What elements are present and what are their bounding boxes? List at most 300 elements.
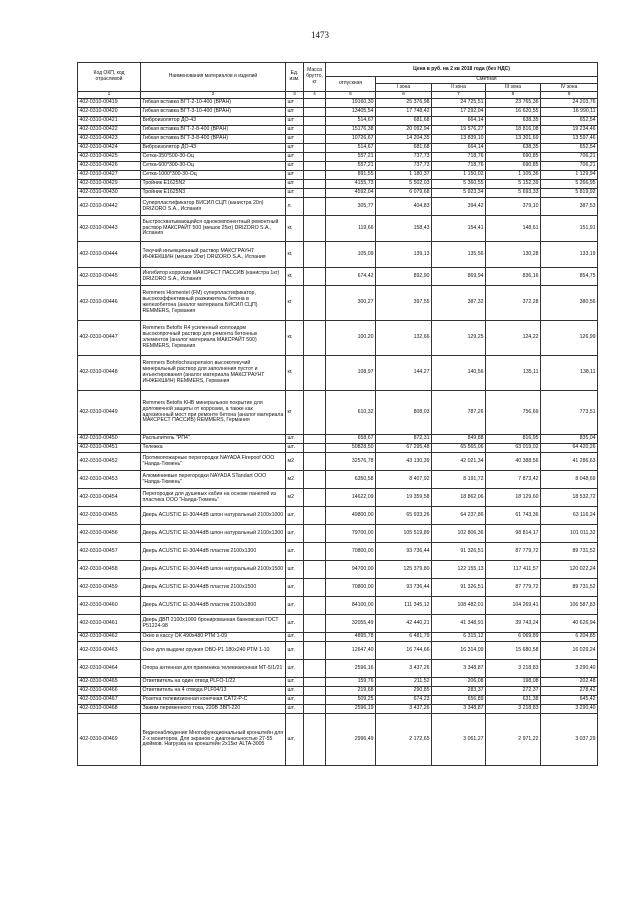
table-row — [78, 356, 598, 391]
table-row — [78, 198, 598, 216]
row-code: 402-0310-00426 — [78, 162, 141, 171]
row-price-zone3: 7 873,42 — [486, 471, 541, 489]
row-name: Суперпластификатор БИСИЛ СЦП (канистра 20л) DRIZORO S.A., Испания — [141, 198, 286, 216]
header-release: отпускная — [326, 77, 376, 92]
row-mass — [304, 705, 326, 714]
row-price-zone2: 19 576,27 — [432, 126, 486, 135]
row-mass — [304, 242, 326, 268]
row-price-zone2: 16 314,09 — [432, 642, 486, 660]
row-mass — [304, 171, 326, 180]
table-row — [78, 687, 598, 696]
row-unit: кг — [286, 286, 304, 321]
row-price-release: 4155,73 — [326, 180, 376, 189]
row-name: Дверь ACUSTIC EI-30/44dB пластик 2100х1800 — [141, 597, 286, 615]
row-code: 402-0310-00442 — [78, 198, 141, 216]
row-price-release: 305,77 — [326, 198, 376, 216]
row-price-zone3: 87 779,72 — [486, 579, 541, 597]
row-price-zone3: 638,35 — [486, 117, 541, 126]
row-price-zone1: 65 933,26 — [376, 507, 432, 525]
row-price-zone1: 125 379,80 — [376, 561, 432, 579]
row-price-zone2: 24 725,51 — [432, 99, 486, 108]
header-zone4: IV зона — [541, 84, 598, 92]
table-row — [78, 507, 598, 525]
row-mass — [304, 561, 326, 579]
row-mass — [304, 633, 326, 642]
row-code: 402-0310-00448 — [78, 356, 141, 391]
row-name: Розетка телевизионная конечная CAT2-P-C — [141, 696, 286, 705]
row-price-release: 6350,58 — [326, 471, 376, 489]
row-code: 402-0310-00425 — [78, 153, 141, 162]
row-mass — [304, 714, 326, 766]
row-unit: шт. — [286, 579, 304, 597]
header-zone1: I зона — [376, 84, 432, 92]
row-unit: шт — [286, 126, 304, 135]
row-name: Гибкая вставка ВГТ-3-10-400 (ВРАН) — [141, 108, 286, 117]
row-price-zone4: 773,51 — [541, 391, 598, 435]
row-mass — [304, 162, 326, 171]
row-price-zone4: 854,75 — [541, 268, 598, 286]
row-name: Гибкая вставка ВГТ-2-8-400 (ВРАН) — [141, 126, 286, 135]
row-code: 402-0310-00443 — [78, 216, 141, 242]
row-name: Тележка — [141, 444, 286, 453]
row-mass — [304, 144, 326, 153]
table-row — [78, 144, 598, 153]
row-price-zone4: 652,54 — [541, 117, 598, 126]
row-price-zone3: 130,28 — [486, 242, 541, 268]
row-price-release: 514,67 — [326, 144, 376, 153]
header-mass: Масса брутто, кг — [304, 63, 326, 92]
table-row — [78, 714, 598, 766]
table-row — [78, 180, 598, 189]
header-code: Код ОКП, код отраслевой — [78, 63, 141, 92]
table-header — [78, 63, 598, 99]
row-price-zone4: 6 204,85 — [541, 633, 598, 642]
table-row — [78, 126, 598, 135]
row-price-zone2: 664,14 — [432, 117, 486, 126]
column-index-row — [78, 92, 598, 99]
row-unit: шт — [286, 135, 304, 144]
row-mass — [304, 525, 326, 543]
col-index: 8 — [486, 92, 541, 99]
col-index: 1 — [78, 92, 141, 99]
row-unit: шт. — [286, 615, 304, 633]
row-code: 402-0310-00444 — [78, 242, 141, 268]
row-price-zone1: 2 172,65 — [376, 714, 432, 766]
row-price-zone1: 111 345,12 — [376, 597, 432, 615]
row-price-release: 84100,00 — [326, 597, 376, 615]
row-price-release: 2596,19 — [326, 705, 376, 714]
row-code: 402-0310-00451 — [78, 444, 141, 453]
row-price-release: 300,27 — [326, 286, 376, 321]
row-price-release: 100,20 — [326, 321, 376, 356]
row-price-zone1: 290,85 — [376, 687, 432, 696]
row-unit: шт — [286, 162, 304, 171]
row-price-zone2: 91 326,51 — [432, 543, 486, 561]
row-price-zone3: 5 152,39 — [486, 180, 541, 189]
row-name: Дверь ACUSTIC EI-30/44dB пластик 2100х1300 — [141, 543, 286, 561]
row-name: Дверь ACUSTIC EI-30/44dB шпон натуральный 2100х1300 — [141, 525, 286, 543]
row-price-zone1: 14 204,35 — [376, 135, 432, 144]
row-code: 402-0310-00449 — [78, 391, 141, 435]
row-unit: кг. — [286, 216, 304, 242]
row-name: Противопожарные перегородки NAYADA Firepoof ООО "Наяда-Тюмень" — [141, 453, 286, 471]
row-price-zone2: 13 839,10 — [432, 135, 486, 144]
row-code: 402-0310-00453 — [78, 471, 141, 489]
row-mass — [304, 597, 326, 615]
row-price-zone1: 16 744,66 — [376, 642, 432, 660]
row-code: 402-0310-00465 — [78, 678, 141, 687]
row-price-zone2: 8 191,72 — [432, 471, 486, 489]
row-price-zone4: 16 990,11 — [541, 108, 598, 117]
row-price-zone3: 272,37 — [486, 687, 541, 696]
table-row — [78, 579, 598, 597]
row-unit: кг. — [286, 321, 304, 356]
row-code: 402-0310-00454 — [78, 489, 141, 507]
row-mass — [304, 678, 326, 687]
row-price-zone4: 5 266,95 — [541, 180, 598, 189]
row-price-zone4: 133,19 — [541, 242, 598, 268]
row-price-zone1: 139,13 — [376, 242, 432, 268]
row-price-zone3: 3 218,83 — [486, 660, 541, 678]
row-mass — [304, 153, 326, 162]
row-price-zone2: 3 348,87 — [432, 705, 486, 714]
table-row — [78, 135, 598, 144]
table-row — [78, 543, 598, 561]
row-price-zone2: 3 061,27 — [432, 714, 486, 766]
row-price-zone2: 18 862,06 — [432, 489, 486, 507]
row-price-release: 10726,67 — [326, 135, 376, 144]
row-code: 402-0310-00424 — [78, 144, 141, 153]
table-row — [78, 189, 598, 198]
row-price-release: 32576,78 — [326, 453, 376, 471]
row-price-zone3: 5 693,33 — [486, 189, 541, 198]
row-unit: шт — [286, 171, 304, 180]
row-price-zone1: 808,03 — [376, 391, 432, 435]
row-mass — [304, 126, 326, 135]
row-name: Зажим переменного тока, 220В ЗВП-220 — [141, 705, 286, 714]
row-price-zone3: 690,85 — [486, 153, 541, 162]
col-index: 3 — [286, 92, 304, 99]
table-row — [78, 268, 598, 286]
row-price-zone1: 737,73 — [376, 153, 432, 162]
row-price-zone1: 132,66 — [376, 321, 432, 356]
row-price-release: 557,21 — [326, 162, 376, 171]
row-price-zone1: 872,31 — [376, 435, 432, 444]
row-price-release: 49800,00 — [326, 507, 376, 525]
row-price-zone3: 1 105,36 — [486, 171, 541, 180]
row-price-zone2: 17 292,04 — [432, 108, 486, 117]
row-price-zone3: 372,28 — [486, 286, 541, 321]
row-price-zone1: 17 748,42 — [376, 108, 432, 117]
row-price-zone4: 1 129,94 — [541, 171, 598, 180]
row-price-zone4: 652,54 — [541, 144, 598, 153]
row-price-zone2: 6 315,12 — [432, 633, 486, 642]
row-price-zone3: 23 765,36 — [486, 99, 541, 108]
row-price-zone1: 6 481,79 — [376, 633, 432, 642]
row-price-zone3: 198,08 — [486, 678, 541, 687]
col-index: 6 — [376, 92, 432, 99]
row-price-release: 32055,49 — [326, 615, 376, 633]
row-price-release: 674,42 — [326, 268, 376, 286]
row-unit: шт — [286, 108, 304, 117]
row-price-zone4: 89 731,52 — [541, 579, 598, 597]
row-name: Видеонаблюдение Многофункциональный кронштейн для 2-х мониторов. Для экранов с диагональностью 27-55 дюймов. Нагрузка на кронштейн 2х15кг ALTA-3005 — [141, 714, 286, 766]
row-mass — [304, 579, 326, 597]
row-price-zone1: 211,52 — [376, 678, 432, 687]
row-price-zone2: 64 237,86 — [432, 507, 486, 525]
row-mass — [304, 642, 326, 660]
row-code: 402-0310-00457 — [78, 543, 141, 561]
row-unit: м2 — [286, 489, 304, 507]
row-price-release: 509,25 — [326, 696, 376, 705]
row-price-zone4: 387,53 — [541, 198, 598, 216]
row-mass — [304, 268, 326, 286]
row-price-zone3: 18 816,08 — [486, 126, 541, 135]
table-row — [78, 171, 598, 180]
row-price-zone2: 869,94 — [432, 268, 486, 286]
row-price-zone1: 3 437,26 — [376, 660, 432, 678]
row-mass — [304, 216, 326, 242]
header-price-group: Цена в руб. на 2 кв 2018 года (без НДС) — [326, 63, 598, 77]
row-price-zone1: 105 519,89 — [376, 525, 432, 543]
row-name: Remmers Betofix R4 усиленный коллоидом высокопрочный раствор для ремонта бетонных элементов (аналог материала МАКСРАЙТ 500) REMMERS, Германия — [141, 321, 286, 356]
row-price-zone2: 122 155,13 — [432, 561, 486, 579]
row-unit: шт. — [286, 678, 304, 687]
row-name: Ингибитор коррозии МАКСРЕСТ ПАССИВ (канистра 1кг) DRIZORO S.A., Испания — [141, 268, 286, 286]
row-price-release: 4592,04 — [326, 189, 376, 198]
row-unit: шт. — [286, 642, 304, 660]
row-unit: шт — [286, 117, 304, 126]
row-price-zone4: 63 116,24 — [541, 507, 598, 525]
row-mass — [304, 321, 326, 356]
row-code: 402-0310-00463 — [78, 642, 141, 660]
row-name: Окно для выдачи оружия ОВО-Р1 180х240 РТМ 1-10 — [141, 642, 286, 660]
row-price-zone3: 63 019,02 — [486, 444, 541, 453]
row-mass — [304, 198, 326, 216]
row-price-zone4: 120 022,24 — [541, 561, 598, 579]
row-mass — [304, 489, 326, 507]
row-price-zone2: 5 360,55 — [432, 180, 486, 189]
table-row — [78, 642, 598, 660]
row-name: Remmers Bohrlochsuspension высокотекучий минеральный раствор для заполнения пустот и инъектирования (аналог материала МАКСГРАУНТ ИНЖЕКШИН) REMMERS, Германия — [141, 356, 286, 391]
header-name: Наименования материалов и изделий — [141, 63, 286, 92]
row-price-zone1: 681,68 — [376, 117, 432, 126]
row-price-zone1: 158,43 — [376, 216, 432, 242]
row-unit: шт — [286, 153, 304, 162]
row-code: 402-0310-00429 — [78, 180, 141, 189]
row-mass — [304, 471, 326, 489]
row-price-zone1: 404,83 — [376, 198, 432, 216]
table-row — [78, 117, 598, 126]
row-mass — [304, 543, 326, 561]
row-name: Виброизолятор ДО-43 — [141, 144, 286, 153]
row-code: 402-0310-00467 — [78, 696, 141, 705]
row-code: 402-0310-00419 — [78, 99, 141, 108]
table-row — [78, 108, 598, 117]
row-price-release: 514,67 — [326, 117, 376, 126]
row-name: Быстросхватывающийся однокомпонентный ремонтный раствор МАКСРАЙТ 500 (мешок 25кг) DRIZORO S.A., Испания — [141, 216, 286, 242]
row-price-zone3: 16 620,55 — [486, 108, 541, 117]
table-row — [78, 597, 598, 615]
row-price-zone1: 1 180,37 — [376, 171, 432, 180]
row-price-zone4: 41 286,63 — [541, 453, 598, 471]
row-price-zone3: 98 814,17 — [486, 525, 541, 543]
row-code: 402-0310-00430 — [78, 189, 141, 198]
row-code: 402-0310-00427 — [78, 171, 141, 180]
row-price-zone1: 43 130,39 — [376, 453, 432, 471]
row-name: Перегородки для душевых кабин на основе панелей из пластика ООО "Наяда-Тюмень" — [141, 489, 286, 507]
row-unit: л. — [286, 198, 304, 216]
row-name: Ответвитель на 4 отвода PLF04/13 — [141, 687, 286, 696]
row-price-zone3: 18 129,60 — [486, 489, 541, 507]
row-price-zone1: 3 437,26 — [376, 705, 432, 714]
row-name: Распылитель "РП4" — [141, 435, 286, 444]
row-price-zone4: 202,48 — [541, 678, 598, 687]
row-price-zone3: 124,22 — [486, 321, 541, 356]
row-price-zone4: 64 420,26 — [541, 444, 598, 453]
row-price-zone3: 638,35 — [486, 144, 541, 153]
table-row — [78, 633, 598, 642]
row-code: 402-0310-00456 — [78, 525, 141, 543]
row-name: Remmers Betofix KHB минеральное покрытие для долговечной защиты от коррозии, а также как адгезионный мост при ремонте бетона (аналог материала МАКСРЕСТ ПАССИВ) REMMERS, Германия — [141, 391, 286, 435]
row-price-zone3: 631,38 — [486, 696, 541, 705]
page-number: 1473 — [311, 30, 329, 40]
row-price-release: 70800,00 — [326, 579, 376, 597]
table-row — [78, 489, 598, 507]
table-row — [78, 705, 598, 714]
row-name: Алюминиевые перегородки NAYADA STandart ООО "Наяда-Тюмень" — [141, 471, 286, 489]
row-price-zone4: 19 234,46 — [541, 126, 598, 135]
row-mass — [304, 507, 326, 525]
row-unit: кг. — [286, 242, 304, 268]
row-unit: шт. — [286, 714, 304, 766]
row-price-zone2: 108 482,01 — [432, 597, 486, 615]
row-price-zone3: 13 301,69 — [486, 135, 541, 144]
row-price-zone2: 787,26 — [432, 391, 486, 435]
row-code: 402-0310-00460 — [78, 597, 141, 615]
row-price-zone4: 380,56 — [541, 286, 598, 321]
row-mass — [304, 435, 326, 444]
row-price-zone1: 6 079,68 — [376, 189, 432, 198]
table-row — [78, 435, 598, 444]
row-price-zone1: 93 736,44 — [376, 579, 432, 597]
row-price-release: 2996,49 — [326, 714, 376, 766]
row-price-release: 108,97 — [326, 356, 376, 391]
row-price-zone2: 140,56 — [432, 356, 486, 391]
row-price-release: 105,09 — [326, 242, 376, 268]
row-price-release: 219,68 — [326, 687, 376, 696]
row-code: 402-0310-00462 — [78, 633, 141, 642]
row-name: Ответвитель на один отвод PLFO-1/22 — [141, 678, 286, 687]
row-mass — [304, 180, 326, 189]
row-unit: шт. — [286, 435, 304, 444]
row-price-zone4: 151,91 — [541, 216, 598, 242]
row-code: 402-0310-00455 — [78, 507, 141, 525]
row-unit: шт — [286, 189, 304, 198]
row-price-zone4: 106 587,83 — [541, 597, 598, 615]
row-price-release: 19160,30 — [326, 99, 376, 108]
row-mass — [304, 687, 326, 696]
row-price-zone1: 42 440,21 — [376, 615, 432, 633]
row-price-zone1: 8 407,92 — [376, 471, 432, 489]
row-price-zone3: 836,16 — [486, 268, 541, 286]
row-price-zone2: 656,89 — [432, 696, 486, 705]
row-code: 402-0310-00446 — [78, 286, 141, 321]
row-price-release: 658,67 — [326, 435, 376, 444]
row-price-release: 891,55 — [326, 171, 376, 180]
row-price-zone1: 93 736,44 — [376, 543, 432, 561]
row-price-zone4: 706,21 — [541, 162, 598, 171]
row-mass — [304, 615, 326, 633]
row-name: Тройник Е1625N2 — [141, 180, 286, 189]
row-code: 402-0310-00464 — [78, 660, 141, 678]
row-price-zone2: 3 348,87 — [432, 660, 486, 678]
row-price-zone2: 718,76 — [432, 162, 486, 171]
row-price-zone2: 387,32 — [432, 286, 486, 321]
row-price-zone4: 835,04 — [541, 435, 598, 444]
row-code: 402-0310-00421 — [78, 117, 141, 126]
row-price-zone1: 19 359,58 — [376, 489, 432, 507]
row-unit: м2 — [286, 471, 304, 489]
row-name: Сетка-1000*300-30-Оц — [141, 171, 286, 180]
col-index: 2 — [141, 92, 286, 99]
row-price-zone2: 41 348,91 — [432, 615, 486, 633]
row-code: 402-0310-00452 — [78, 453, 141, 471]
row-mass — [304, 356, 326, 391]
row-price-zone2: 849,88 — [432, 435, 486, 444]
row-price-zone2: 135,56 — [432, 242, 486, 268]
table-row — [78, 162, 598, 171]
row-price-release: 15176,38 — [326, 126, 376, 135]
row-price-zone1: 25 376,98 — [376, 99, 432, 108]
row-price-zone2: 5 923,34 — [432, 189, 486, 198]
row-name: Опора антенная для приемника телевизионная МТ-5/1/21 — [141, 660, 286, 678]
row-price-zone3: 87 779,72 — [486, 543, 541, 561]
row-price-release: 610,32 — [326, 391, 376, 435]
table-row — [78, 615, 598, 633]
row-price-zone4: 40 626,94 — [541, 615, 598, 633]
row-price-zone4: 706,21 — [541, 153, 598, 162]
table-row — [78, 321, 598, 356]
row-unit: шт. — [286, 543, 304, 561]
row-price-zone1: 144,27 — [376, 356, 432, 391]
row-code: 402-0310-00420 — [78, 108, 141, 117]
row-price-release: 50828,50 — [326, 444, 376, 453]
row-price-zone2: 65 565,06 — [432, 444, 486, 453]
col-index: 9 — [541, 92, 598, 99]
row-code: 402-0310-00459 — [78, 579, 141, 597]
row-mass — [304, 189, 326, 198]
table-row — [78, 696, 598, 705]
row-price-zone4: 89 731,52 — [541, 543, 598, 561]
row-mass — [304, 453, 326, 471]
row-name: Гибкая вставка ВГТ-2-10-400 (ВРАН) — [141, 99, 286, 108]
row-price-zone3: 756,69 — [486, 391, 541, 435]
row-price-zone1: 5 502,03 — [376, 180, 432, 189]
table-row — [78, 525, 598, 543]
row-price-release: 14622,09 — [326, 489, 376, 507]
row-name: Дверь ACUSTIC EI-30/44dB шпон натуральный 2100х1500 — [141, 561, 286, 579]
row-price-zone4: 126,99 — [541, 321, 598, 356]
row-price-zone1: 674,23 — [376, 696, 432, 705]
table-row — [78, 453, 598, 471]
table-row — [78, 561, 598, 579]
row-mass — [304, 444, 326, 453]
row-price-zone2: 42 021,34 — [432, 453, 486, 471]
table-row — [78, 99, 598, 108]
row-unit: шт. — [286, 597, 304, 615]
row-price-release: 12647,40 — [326, 642, 376, 660]
